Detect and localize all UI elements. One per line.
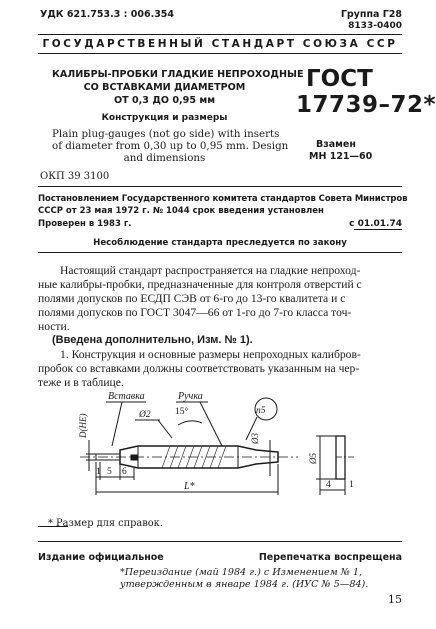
d2-leader — [158, 420, 172, 438]
insert-marker — [131, 455, 137, 460]
group-code: Группа Г28 — [340, 9, 402, 20]
footer-rule — [38, 541, 402, 542]
title-en-line-1: Plain plug-gauges (not go side) with inserts — [52, 128, 280, 140]
title-ru-line-1: КАЛИБРЫ-ПРОБКИ ГЛАДКИЕ НЕПРОХОДНЫЕ — [52, 69, 304, 80]
title-ru-line-2: СО ВСТАВКАМИ ДИАМЕТРОМ — [83, 82, 246, 93]
body-p1-line-2: ные калибры-пробки, предназначенные для контроля отверстий с — [38, 278, 362, 291]
footnote: * Размер для справок. — [48, 518, 163, 529]
title-en-line-2: of diameter from 0,30 up to 0,95 mm. Design — [52, 140, 289, 152]
amendment-note: (Введена дополнительно, Изм. № 1). — [52, 334, 253, 346]
body-p1-line-1: Настоящий стандарт распространяется на гладкие непроход- — [60, 264, 361, 277]
body-p1-line-3: полями допусков по ЕСДП СЭВ от 6-го до 13-го квалитета и с — [38, 292, 346, 305]
reprint-prohibited-label: Перепечатка воспрещена — [258, 552, 402, 563]
okp-code: ОКП 39 3100 — [40, 171, 110, 182]
decree-line-2: СССР от 23 мая 1972 г. № 1044 срок введения установлен — [38, 206, 324, 216]
body-p2-line-3: теже и в таблице. — [38, 376, 124, 389]
dim-d3-label: Ø3 — [250, 433, 260, 444]
insert-leader — [112, 402, 122, 446]
dim-L-label: L* — [184, 481, 195, 492]
title-ru-subtitle: Конструкция и размеры — [101, 113, 228, 123]
replaces-label: Взамен — [316, 139, 356, 150]
state-standard-banner: ГОСУДАРСТВЕННЫЙ СТАНДАРТ СОЮЗА ССР — [42, 38, 398, 50]
gost-label: ГОСТ — [306, 66, 373, 92]
angle-label: 15° — [175, 407, 189, 417]
decree-line-1: Постановлением Государственного комитета стандартов Совета Министров — [38, 194, 408, 204]
official-edition-label: Издание официальное — [38, 552, 164, 563]
title-en-line-3: and dimensions — [123, 152, 206, 164]
gost-number: 17739–72* — [296, 92, 436, 118]
body-p2-line-1: 1. Конструкция и основные размеры непроходных калибров- — [60, 348, 361, 361]
dim-4-label: 4 — [326, 480, 331, 490]
title-ru-line-3: ОТ 0,3 ДО 0,95 мм — [113, 95, 216, 106]
dim-1-label: 1 — [96, 467, 101, 477]
callout-label: п5 — [256, 406, 266, 416]
dim-dhe-label: D(HE) — [78, 413, 88, 438]
effective-date: с 01.01.74 — [349, 219, 402, 229]
body-p1-line-4: полями допусков по ГОСТ 3047—66 от 1-го до 7-го класса точ- — [38, 306, 352, 319]
body-p2-line-2: пробок со вставками должны соответствовать указанным на чер- — [38, 362, 360, 375]
okstu-code: 8133-0400 — [348, 21, 402, 31]
angle-arc — [178, 421, 202, 425]
page-number: 15 — [388, 593, 402, 606]
insert-label: Вставка — [108, 391, 145, 402]
body-p1-line-5: ности. — [38, 320, 70, 333]
dim-d5-label: Ø5 — [308, 453, 318, 464]
dim-d2-label: Ø2 — [139, 410, 151, 420]
reissue-line-1: *Переиздание (май 1984 г.) с Изменением № 1, — [120, 567, 363, 578]
legal-warning: Несоблюдение стандарта преследуется по закону — [93, 238, 347, 248]
dim-5-label: 5 — [107, 467, 112, 477]
dim-1b-label: 1 — [349, 480, 354, 490]
revision-line: Проверен в 1983 г. — [38, 219, 132, 229]
dim-6-label: 6 — [122, 467, 127, 477]
side-view-body — [336, 436, 345, 479]
replaces-value: МН 121—60 — [309, 151, 373, 162]
udk-code: УДК 621.753.3 : 006.354 — [40, 9, 175, 20]
handle-label: Ручка — [178, 391, 203, 402]
handle-leader — [200, 402, 222, 446]
reissue-line-2: утвержденным в январе 1984 г. (ИУС № 5—84). — [120, 579, 369, 590]
